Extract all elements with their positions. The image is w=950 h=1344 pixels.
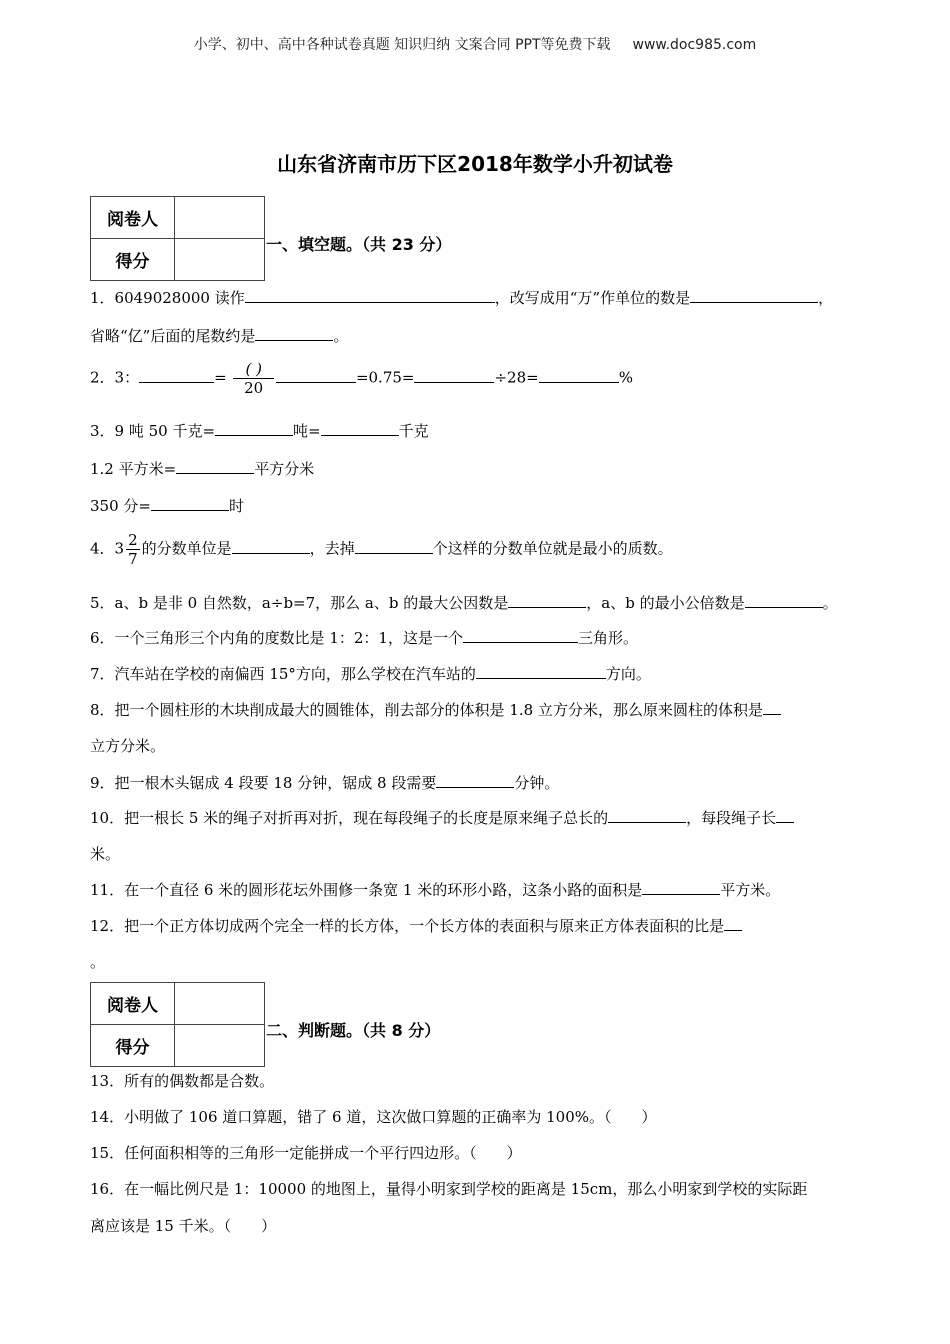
question-8: 8．把一个圆柱形的木块削成最大的圆锥体，削去部分的体积是 1.8 立方分米，那么原来圆柱的体积是 xyxy=(90,698,781,720)
question-13: 13．所有的偶数都是合数。 xyxy=(90,1072,275,1090)
grade-box-1 xyxy=(90,196,265,281)
header-tagline: 小学、初中、高中各种试卷真题 知识归纳 文案合同 PPT等免费下载 xyxy=(193,37,611,53)
question-12: 12．把一个正方体切成两个完全一样的长方体，一个长方体的表面积与原来正方体表面积的比是 xyxy=(90,914,742,936)
question-10: 10．把一根长 5 米的绳子对折再对折，现在每段绳子的长度是原来绳子总长的 ，每段绳子长 xyxy=(90,806,794,828)
reviewer-cell[interactable] xyxy=(175,197,265,239)
score-cell[interactable] xyxy=(175,239,265,281)
answer-blank[interactable] xyxy=(508,591,586,608)
answer-blank[interactable] xyxy=(215,419,293,436)
score-label: 得分 xyxy=(91,1025,175,1067)
answer-blank[interactable] xyxy=(724,914,742,931)
question-1-cont: 省略“亿”后面的尾数约是 。 xyxy=(90,324,348,346)
grade-box-2 xyxy=(90,982,265,1067)
question-16: 16．在一幅比例尺是 1：10000 的地图上，量得小明家到学校的距离是 15cm，那么小明家到学校的实际距 xyxy=(90,1180,808,1198)
page-header xyxy=(0,34,950,54)
question-15: 15．任何面积相等的三角形一定能拼成一个平行四边形。（ ） xyxy=(90,1144,522,1162)
answer-blank[interactable] xyxy=(745,591,823,608)
answer-blank[interactable] xyxy=(476,662,606,679)
answer-blank[interactable] xyxy=(763,698,781,715)
mixed-fraction: $\frac{2}{7}$ xyxy=(128,531,138,568)
answer-blank[interactable] xyxy=(232,537,310,554)
question-7: 7．汽车站在学校的南偏西 15°方向，那么学校在汽车站的 方向。 xyxy=(90,662,651,684)
question-3: 3．9 吨 50 千克= 吨= 千克 xyxy=(90,419,429,441)
answer-blank[interactable] xyxy=(245,286,495,303)
question-1: 1．6049028000 读作 ，改写成用“万”作单位的数是 ， xyxy=(90,286,833,308)
exam-title: 山东省济南市历下区2018年数学小升初试卷 xyxy=(277,152,673,176)
question-9: 9．把一根木头锯成 4 段要 18 分钟，锯成 8 段需要 分钟。 xyxy=(90,771,559,793)
score-label: 得分 xyxy=(91,239,175,281)
question-6: 6．一个三角形三个内角的度数比是 1：2：1，这是一个 三角形。 xyxy=(90,626,638,648)
answer-blank[interactable] xyxy=(414,366,494,383)
question-14: 14．小明做了 106 道口算题，错了 6 道，这次做口算题的正确率为 100%。（ ） xyxy=(90,1108,657,1126)
answer-blank[interactable] xyxy=(151,494,229,511)
answer-blank[interactable] xyxy=(276,366,356,383)
reviewer-label: 阅卷人 xyxy=(91,983,175,1025)
question-8-cont: 立方分米。 xyxy=(90,737,166,755)
question-2: 2．3： = $\frac{( )}{20}$ =0.75= ÷28= % xyxy=(90,360,633,397)
answer-blank[interactable] xyxy=(176,457,254,474)
answer-blank[interactable] xyxy=(255,324,333,341)
header-url: www.doc985.com xyxy=(632,37,757,53)
answer-blank[interactable] xyxy=(642,878,720,895)
fraction-blank: $\frac{( )}{20}$ xyxy=(233,360,273,397)
question-3b: 1.2 平方米= 平方分米 xyxy=(90,457,314,479)
section-heading-2: 二、判断题。（共 8 分） xyxy=(266,1021,441,1040)
answer-blank[interactable] xyxy=(139,366,214,383)
answer-blank[interactable] xyxy=(436,771,514,788)
reviewer-cell[interactable] xyxy=(175,983,265,1025)
answer-blank[interactable] xyxy=(776,806,794,823)
question-4: 4．3 $\frac{2}{7}$ 的分数单位是 ，去掉 个这样的分数单位就是最小的质数。 xyxy=(90,531,673,568)
score-cell[interactable] xyxy=(175,1025,265,1067)
reviewer-label: 阅卷人 xyxy=(91,197,175,239)
section-heading-1: 一、填空题。（共 23 分） xyxy=(266,235,452,254)
question-16-cont: 离应该是 15 千米。（ ） xyxy=(90,1217,277,1235)
answer-blank[interactable] xyxy=(539,366,619,383)
question-11: 11．在一个直径 6 米的圆形花坛外围修一条宽 1 米的环形小路，这条小路的面积是 平方米。 xyxy=(90,878,780,900)
question-12-cont: 。 xyxy=(90,953,106,971)
answer-blank[interactable] xyxy=(608,806,686,823)
answer-blank[interactable] xyxy=(690,286,818,303)
question-10-cont: 米。 xyxy=(90,845,121,863)
answer-blank[interactable] xyxy=(321,419,399,436)
question-5: 5．a、b 是非 0 自然数，a÷b=7，那么 a、b 的最大公因数是 ，a、b 的最小公倍数是 。 xyxy=(90,591,838,613)
answer-blank[interactable] xyxy=(355,537,433,554)
answer-blank[interactable] xyxy=(463,626,578,643)
question-3c: 350 分= 时 xyxy=(90,494,244,516)
